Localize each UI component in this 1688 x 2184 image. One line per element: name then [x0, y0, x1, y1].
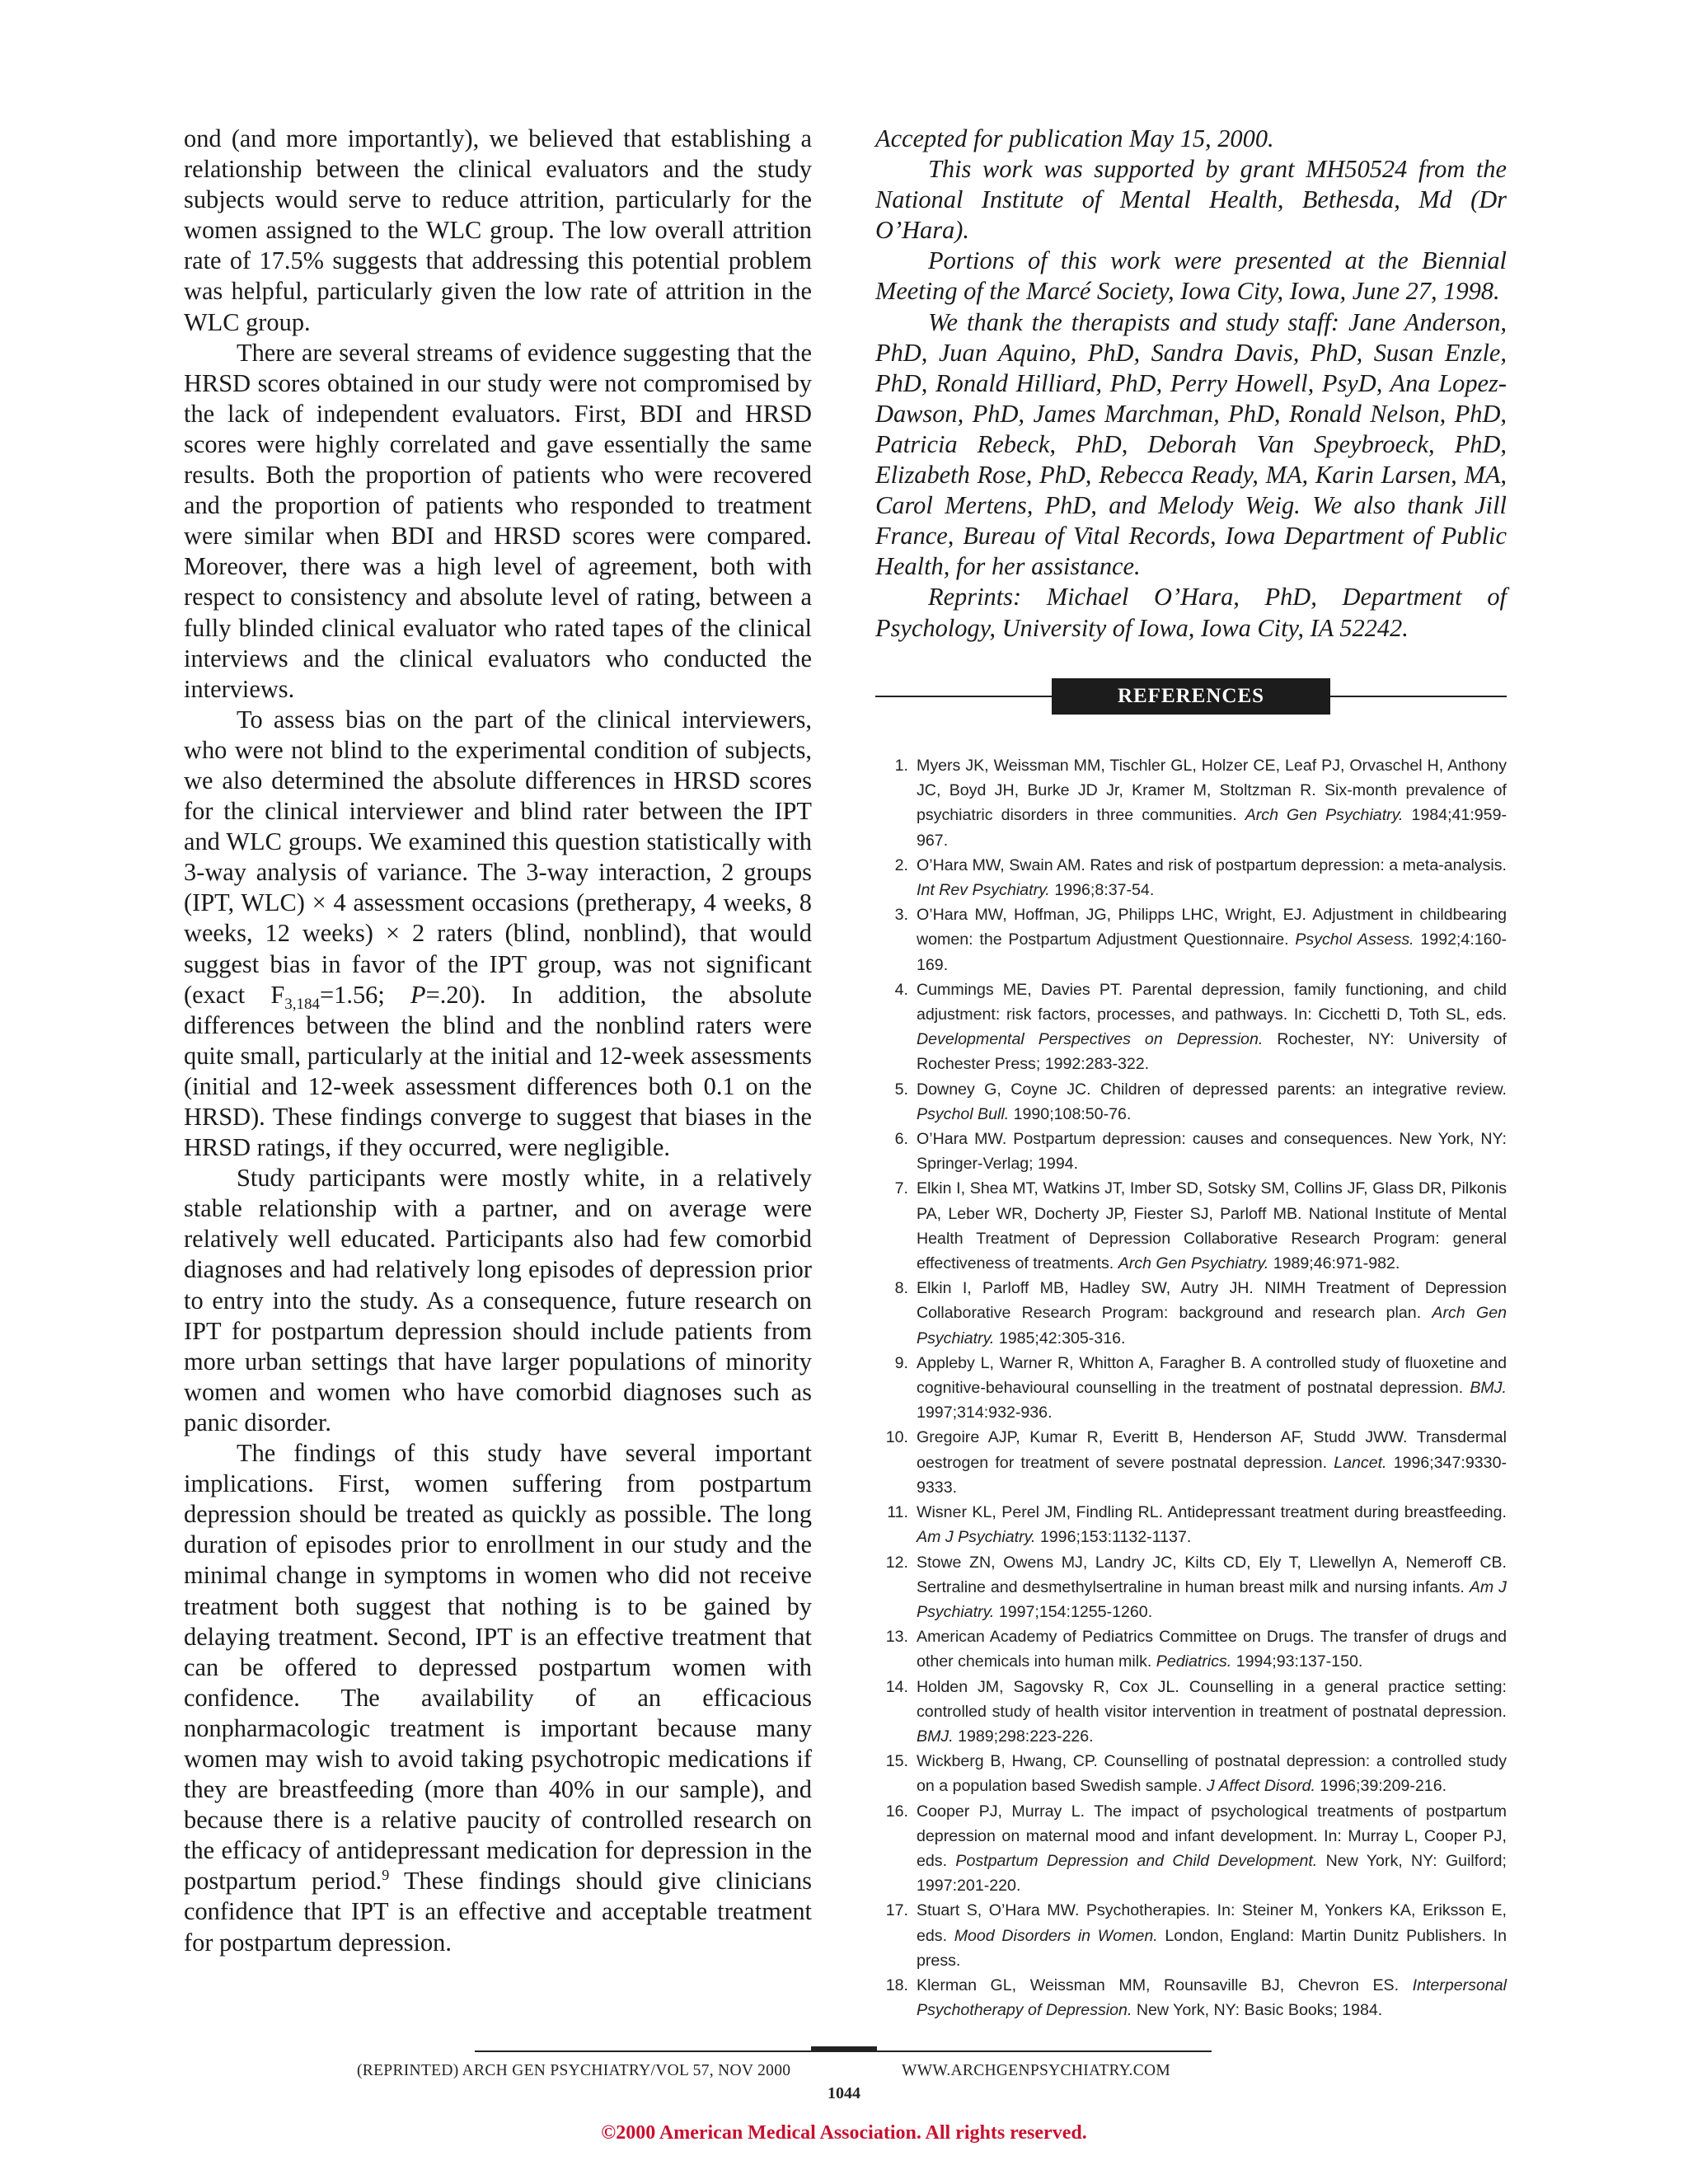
reference-number: 5. [894, 1080, 908, 1099]
bias-text-c: =.20). In addition, the absolute differences between the blind and the nonblind raters were quite small, particularly at the initial and 12-week assessments (initial and 12-week assessment differences both 0.1 on the HRSD). These findings converge to suggest that biases in the HRSD ratings, if they occurred, were negligible. [184, 980, 812, 1162]
f-subscript: 3,184 [284, 995, 321, 1013]
references-list [875, 753, 1507, 2022]
reference-item [875, 853, 1507, 902]
references-header [875, 678, 1507, 715]
implications-text-b: These findings should give clinicians confidence that IPT is an effective and acceptable treatment for postpartum depression. [184, 1867, 813, 1957]
reference-authors-title: Wickberg B, Hwang, CP. Counselling of postnatal depression: a controlled study on a population based Swedish sample. [917, 1752, 1507, 1796]
reference-details: 1996;39:209-216. [1315, 1777, 1447, 1796]
accepted-note: Accepted for publication May 15, 2000. [875, 124, 1274, 152]
reference-authors-title: American Academy of Pediatrics Committee on Drugs. The transfer of drugs and other chemicals into human milk. [917, 1628, 1507, 1671]
reference-number: 18. [885, 1975, 908, 1994]
bias-text-a: To assess bias on the part of the clinical interviewers, who were not blind to the experimental condition of subjects, we also determined the absolute differences in HRSD scores for the clinical interviewer and blind rater between the IPT and WLC groups. We examined this question statistically with 3-way analysis of variance. The 3-way interaction, 2 groups (IPT, WLC) × 4 assessment occasions (pretherapy, 4 weeks, 8 weeks, 12 weeks) × 2 raters (blind, nonblind), that would suggest bias in favor of the IPT group, was not significant (exact F [184, 705, 812, 1009]
reference-text [917, 1624, 1507, 1674]
reference-item [875, 902, 1507, 977]
body-text-left-column [184, 124, 812, 1958]
reference-details: 1994;93:137-150. [1231, 1652, 1363, 1671]
reference-journal: Mood Disorders in Women. [954, 1926, 1158, 1945]
reference-journal: Am J Psychiatry. [917, 1528, 1036, 1547]
reference-text [917, 1675, 1507, 1750]
copyright-notice: ©2000 American Medical Association. All rights reserved. [601, 2122, 1087, 2144]
reference-text [917, 1176, 1507, 1276]
reference-number: 12. [885, 1553, 908, 1572]
reference-number: 2. [894, 855, 908, 874]
reference-text [917, 977, 1507, 1077]
reference-text [917, 1425, 1507, 1500]
reference-number: 6. [894, 1130, 908, 1149]
reference-details: 1990;108:50-76. [1009, 1104, 1132, 1123]
reference-number: 3. [894, 906, 908, 925]
reference-journal: Arch Gen Psychiatry. [1245, 806, 1404, 825]
reference-details: 1996;347:9330-9333. [917, 1453, 1507, 1497]
reference-journal: BMJ. [1470, 1379, 1507, 1398]
reference-number: 8. [894, 1279, 908, 1298]
reference-journal: Arch Gen Psychiatry. [1118, 1254, 1269, 1273]
reference-item [875, 1351, 1507, 1426]
reference-number: 10. [885, 1428, 908, 1447]
paragraph-bias-assessment [184, 705, 812, 1163]
reference-number: 1. [894, 757, 908, 775]
reference-authors-title: Cummings ME, Davies PT. Parental depression, family functioning, and child adjustment: risk factors, processes, and pathways. In: Cicchetti D, Toth SL, eds. [917, 980, 1507, 1024]
reference-journal: Postpartum Depression and Child Development. [955, 1851, 1318, 1870]
reference-text [917, 1077, 1507, 1127]
reference-item [875, 1176, 1507, 1276]
reference-item [875, 1675, 1507, 1750]
reference-number: 15. [885, 1752, 908, 1771]
reference-details: 1996;153:1132-1137. [1035, 1528, 1192, 1547]
acknowledgments-column [875, 124, 1507, 644]
reference-details: New York, NY: Basic Books; 1984. [1132, 2001, 1383, 2020]
reference-authors-title: Myers JK, Weissman MM, Tischler GL, Holzer CE, Leaf PJ, Orvaschel H, Anthony JC, Boyd JH, Burke JD Jr, Kramer M, Stoltzman R. Six-month prevalence of psychiatric disorders in three communities. [917, 757, 1507, 825]
reference-text [917, 1500, 1507, 1549]
reference-text [917, 1351, 1507, 1426]
reference-text [917, 753, 1507, 853]
reference-authors-title: Holden JM, Sagovsky R, Cox JL. Counselling in a general practice setting: controlled study of health visitor intervention in treatment of postnatal depression. [917, 1677, 1507, 1721]
reference-journal: Am J Psychiatry. [917, 1577, 1507, 1621]
reference-journal: Int Rev Psychiatry. [917, 881, 1050, 900]
reference-journal: Pediatrics. [1156, 1652, 1232, 1671]
reference-text [917, 1276, 1507, 1351]
reference-item [875, 1127, 1507, 1176]
reference-journal: Arch Gen Psychiatry. [917, 1304, 1507, 1347]
reference-item [875, 1276, 1507, 1351]
reference-item [875, 753, 1507, 853]
reference-authors-title: O’Hara MW, Swain AM. Rates and risk of postpartum depression: a meta-analysis. [917, 855, 1507, 874]
reference-item [875, 1799, 1507, 1899]
reference-number: 14. [885, 1677, 908, 1696]
reference-text [917, 1127, 1507, 1176]
thanks-note: We thank the therapists and study staff: Jane Anderson, PhD, Juan Aquino, PhD, Sandra Davis, PhD, Susan Enzle, PhD, Ronald Hilliard, PhD, Perry Howell, PsyD, Ana Lopez-Dawson, PhD, James Marchman, PhD, Ronald Nelson, PhD, Patricia Rebeck, PhD, Deborah Van Speybroeck, PhD, Elizabeth Rose, PhD, Rebecca Ready, MA, Karin Larsen, MA, Carol Mertens, PhD, and Melody Weig. We also thank Jill France, Bureau of Vital Records, Iowa Department of Public Health, for her assistance. [875, 307, 1507, 581]
reference-item [875, 1898, 1507, 1973]
reference-journal: Psychol Assess. [1295, 930, 1414, 949]
reference-number: 11. [887, 1503, 908, 1522]
reference-authors-title: Elkin I, Shea MT, Watkins JT, Imber SD, Sotsky SM, Collins JF, Glass DR, Pilkonis PA, Leber WR, Docherty JP, Fiester SJ, Parloff MB. National Institute of Mental Health Treatment of Depression Collaborative Research Program: general effectiveness of treatments. [917, 1179, 1507, 1273]
reference-item [875, 1973, 1507, 2022]
reference-journal: Lancet. [1334, 1453, 1387, 1472]
reference-details: 1997;314:932-936. [917, 1404, 1053, 1422]
paragraph-implications [184, 1438, 812, 1958]
footer-journal-citation: (REPRINTED) ARCH GEN PSYCHIATRY/VOL 57, NOV 2000 [357, 2062, 791, 2079]
paragraph-hrsd-evidence: There are several streams of evidence suggesting that the HRSD scores obtained in our study were not compromised by the lack of independent evaluators. First, BDI and HRSD scores were highly correlated and gave essentially the same results. Both the proportion of patients who were recovered and the proportion of patients who responded to treatment were similar when BDI and HRSD scores were compared. Moreover, there was a high level of agreement, both with respect to consistency and absolute level of rating, between a fully blinded clinical evaluator who rated tapes of the clinical interviews and the clinical evaluators who conducted the interviews. [184, 338, 812, 703]
reference-number: 17. [885, 1901, 908, 1920]
reference-details: 1989;46:971-982. [1268, 1254, 1400, 1273]
reference-authors-title: O’Hara MW, Hoffman, JG, Philipps LHC, Wright, EJ. Adjustment in childbearing women: the Postpartum Adjustment Questionnaire. [917, 906, 1507, 949]
reference-text [917, 1898, 1507, 1973]
reprints-note: Reprints: Michael O’Hara, PhD, Department of Psychology, University of Iowa, Iowa City, IA 52242. [875, 583, 1507, 642]
page-number: 1044 [828, 2084, 860, 2102]
reference-text [917, 902, 1507, 977]
footer-center-mark [811, 2046, 877, 2052]
reference-journal: Psychol Bull. [917, 1104, 1010, 1123]
reference-journal: Interpersonal Psychotherapy of Depression. [917, 1975, 1507, 2020]
reference-journal: J Affect Disord. [1206, 1777, 1315, 1796]
reference-number: 9. [894, 1353, 908, 1372]
reference-journal: BMJ. [917, 1727, 954, 1746]
reference-details: 1989;298:223-226. [953, 1727, 1094, 1746]
reference-authors-title: Gregoire AJP, Kumar R, Everitt B, Henderson AF, Studd JWW. Transdermal oestrogen for treatment of severe postnatal depression. [917, 1428, 1507, 1472]
bias-text-b: =1.56; [320, 980, 385, 1009]
reference-authors-title: Downey G, Coyne JC. Children of depressed parents: an integrative review. [917, 1080, 1507, 1099]
reference-details: Rochester, NY: University of Rochester Press; 1992:283-322. [917, 1030, 1507, 1074]
reference-details: 1996;8:37-54. [1049, 881, 1155, 900]
reference-authors-title: Stowe ZN, Owens MJ, Landry JC, Kilts CD, Ely T, Llewellyn A, Nemeroff CB. Sertraline and desmethylsertraline in human breast milk and nursing infants. [917, 1553, 1507, 1596]
reference-details: 1992;4:160-169. [917, 930, 1507, 974]
paragraph-attrition: ond (and more importantly), we believed that establishing a relationship between the clinical evaluators and the study subjects would serve to reduce attrition, particularly for the women assigned to the WLC group. The low overall attrition rate of 17.5% suggests that addressing this potential problem was helpful, particularly given the low rate of attrition in the WLC group. [184, 124, 812, 336]
reference-details: 1984;41:959-967. [917, 806, 1507, 850]
reference-authors-title: Wisner KL, Perel JM, Findling RL. Antidepressant treatment during breastfeeding. [917, 1503, 1507, 1522]
reference-text [917, 1973, 1507, 2022]
reference-item [875, 1500, 1507, 1549]
reference-details: 1997;154:1255-1260. [994, 1602, 1153, 1621]
reference-details: London, England: Martin Dunitz Publishers. In press. [917, 1926, 1507, 1970]
reference-journal: Developmental Perspectives on Depression. [917, 1030, 1264, 1049]
reference-number: 13. [885, 1628, 908, 1647]
reference-text [917, 1550, 1507, 1625]
reference-authors-title: Stuart S, O’Hara MW. Psychotherapies. In: Steiner M, Yonkers KA, Eriksson E, eds. [917, 1901, 1507, 1945]
p-symbol: P [410, 980, 426, 1009]
reference-authors-title: Cooper PJ, Murray L. The impact of psychological treatments of postpartum depression on maternal mood and infant development. In: Murray L, Cooper PJ, eds. [917, 1802, 1507, 1870]
references-heading: REFERENCES [1052, 678, 1330, 715]
reference-item [875, 1425, 1507, 1500]
reference-number: 16. [885, 1802, 908, 1821]
reference-text [917, 1799, 1507, 1899]
reference-authors-title: Appleby L, Warner R, Whitton A, Faragher B. A controlled study of fluoxetine and cognitive-behavioural counselling in the treatment of postnatal depression. [917, 1353, 1507, 1398]
reference-item [875, 977, 1507, 1077]
reference-item [875, 1749, 1507, 1798]
reference-details: 1985;42:305-316. [994, 1329, 1126, 1347]
footer-website: WWW.ARCHGENPSYCHIATRY.COM [902, 2062, 1171, 2079]
reference-text [917, 853, 1507, 902]
reference-text [917, 1749, 1507, 1798]
paragraph-participants: Study participants were mostly white, in a relatively stable relationship with a partner, and on average were relatively well educated. Participants also had few comorbid diagnoses and had relatively long episodes of depression prior to entry into the study. As a consequence, future research on IPT for postpartum depression should include patients from more urban settings that have larger populations of minority women and women who have comorbid diagnoses such as panic disorder. [184, 1164, 812, 1436]
citation-superscript: 9 [382, 1867, 390, 1884]
implications-text-a: The findings of this study have several important implications. First, women suffering from postpartum depression should be treated as quickly as possible. The long duration of episodes prior to enrollment in our study and the minimal change in symptoms in women who did not receive treatment both suggest that nothing is to be gained by delaying treatment. Second, IPT is an effective treatment that can be offered to depressed postpartum women with confidence. The availability of an efficacious nonpharmacologic treatment is important because many women may wish to avoid taking psychotropic medications if they are breastfeeding (more than 40% in our sample), and because there is a relative paucity of controlled research on the efficacy of antidepressant medication for depression in the postpartum period. [184, 1439, 812, 1896]
reference-details: New York, NY: Guilford; 1997:201-220. [917, 1851, 1507, 1896]
reference-authors-title: O’Hara MW. Postpartum depression: causes and consequences. New York, NY: Springer-Verlag; 1994. [917, 1130, 1507, 1174]
reference-item [875, 1077, 1507, 1127]
grant-note: This work was supported by grant MH50524 from the National Institute of Mental Health, Bethesda, Md (Dr O’Hara). [875, 155, 1507, 245]
reference-authors-title: Elkin I, Parloff MB, Hadley SW, Autry JH. NIMH Treatment of Depression Collaborative Research Program: background and research plan. [917, 1279, 1507, 1323]
reference-item [875, 1550, 1507, 1625]
reference-number: 4. [894, 980, 908, 999]
portions-note: Portions of this work were presented at the Biennial Meeting of the Marcé Society, Iowa City, Iowa, June 27, 1998. [875, 246, 1507, 306]
reference-number: 7. [894, 1179, 908, 1198]
reference-authors-title: Klerman GL, Weissman MM, Rounsaville BJ, Chevron ES. [917, 1975, 1413, 1994]
reference-item [875, 1624, 1507, 1674]
